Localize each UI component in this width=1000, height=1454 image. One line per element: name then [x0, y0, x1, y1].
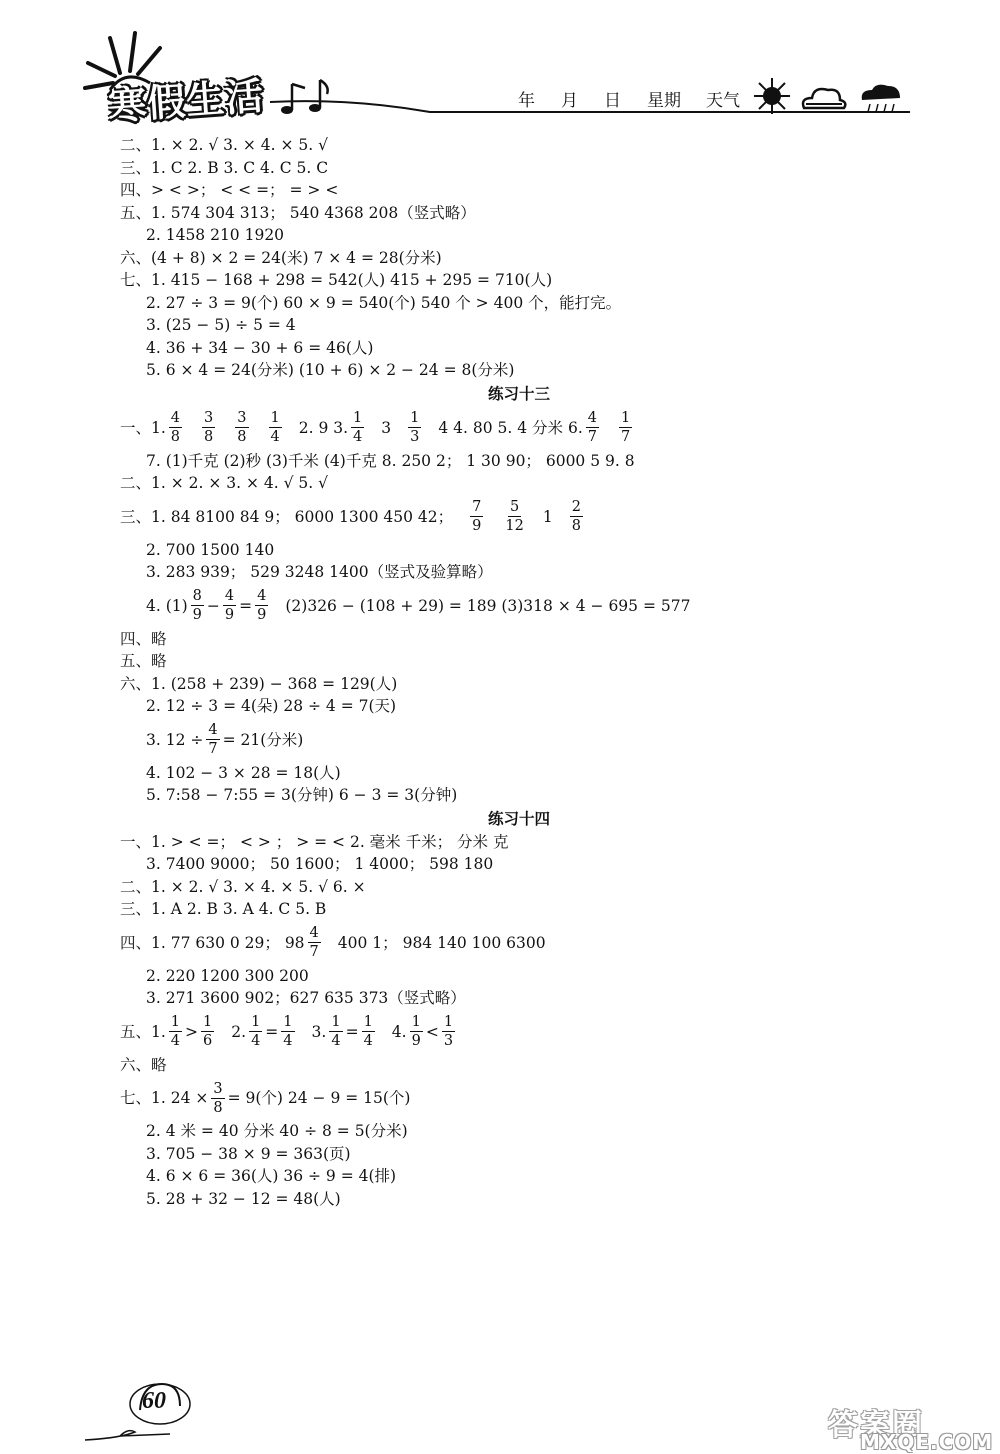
answer-line: 四、略 [120, 629, 167, 648]
fraction: $\frac{3}{8}$ [204, 410, 214, 445]
operator: > [185, 1022, 199, 1041]
answer-line: 5. 6 × 4 = 24(分米) (10 + 6) × 2 − 24 = 8(分米) [146, 361, 515, 379]
fraction: $\frac{1}{4}$ [170, 1014, 181, 1049]
answer-line: 六、略 [120, 1055, 167, 1074]
line-text: 4. (1) [146, 596, 188, 615]
line-text: 1 [542, 507, 553, 526]
answer-line: 5. 28 + 32 − 12 = 48(人) [146, 1189, 341, 1208]
answer-line: 七、1. 415 − 168 + 298 = 542(人) 415 + 295 = 710(人) [120, 271, 553, 289]
answer-line: 二、1. × 2. √ 3. × 4. × 5. √ 6. × [120, 877, 366, 896]
answer-line: 2. 700 1500 140 [146, 540, 275, 559]
line-text: 三、1. 84 8100 84 9； 6000 1300 450 42； [120, 507, 454, 526]
line-prefix: 五、1. [120, 1022, 166, 1041]
answer-line: 2. 220 1200 300 200 [146, 966, 309, 985]
line-text: (2)326 − (108 + 29) = 189 (3)318 × 4 − 695 = 577 [285, 596, 691, 615]
fraction: $\frac{1}{4}$ [251, 1014, 261, 1049]
line-text: = 9(个) 24 − 9 = 15(个) [227, 1089, 411, 1107]
answer-line: 3. 705 − 38 × 9 = 363(页) [146, 1144, 351, 1163]
section-title-13: 练习十三 [488, 384, 551, 403]
answer-content [120, 134, 940, 1210]
line-text: 4 4. 80 5. 4 分米 6. [438, 418, 583, 437]
fraction: $\frac{8}{9}$ [192, 588, 202, 623]
fraction: $\frac{4}{7}$ [587, 410, 597, 445]
answer-line [120, 1076, 940, 1120]
fraction: $\frac{1}{4}$ [270, 410, 280, 445]
fraction: $\frac{1}{4}$ [283, 1014, 293, 1049]
rain-icon [862, 85, 900, 112]
fraction: $\frac{1}{9}$ [411, 1014, 421, 1049]
weekday-label: 星期 [647, 91, 681, 111]
logo-title: 寒假生活 [106, 73, 266, 129]
fraction: $\frac{3}{8}$ [213, 1080, 223, 1116]
answer-line: 2. 4 米 = 40 分米 40 ÷ 8 = 5(分米) [146, 1122, 408, 1140]
operator: − [206, 596, 220, 615]
cloud-icon [803, 89, 845, 108]
weather-icons [752, 76, 912, 116]
answer-line: 3. 7400 9000； 50 1600； 1 4000； 598 180 [146, 855, 494, 873]
answer-line [120, 718, 940, 762]
line-text: = 21(分米) [222, 730, 304, 749]
answer-line: 二、1. × 2. × 3. × 4. √ 5. √ [120, 474, 329, 492]
line-prefix: 2. [231, 1022, 247, 1041]
operator: < [425, 1022, 439, 1041]
fraction: $\frac{4}{7}$ [208, 722, 218, 757]
fraction: $\frac{2}{8}$ [571, 499, 581, 534]
fraction: $\frac{4}{7}$ [309, 925, 319, 960]
answer-line: 5. 7:58 − 7:55 = 3(分钟) 6 − 3 = 3(分钟) [146, 786, 458, 804]
line-text: 3 [381, 418, 392, 437]
operator: = [265, 1022, 279, 1041]
fraction: $\frac{5}{12}$ [505, 499, 524, 534]
line-text: 七、1. 24 × [120, 1089, 209, 1107]
section-title-14: 练习十四 [488, 809, 551, 828]
month-label: 月 [561, 91, 578, 111]
fraction: $\frac{1}{7}$ [620, 410, 631, 445]
sun-icon [754, 78, 790, 114]
fraction: $\frac{1}{3}$ [410, 410, 420, 445]
weather-label: 天气 [706, 91, 740, 111]
day-label: 日 [604, 91, 621, 111]
fraction: $\frac{1}{4}$ [353, 410, 363, 445]
answer-line: 2. 1458 210 1920 [146, 226, 285, 244]
answer-line: 五、略 [120, 652, 167, 670]
line-text: 四、1. 77 630 0 29； 98 [120, 933, 305, 952]
page-number: 60 [142, 1388, 166, 1414]
answer-line: 三、1. C 2. B 3. C 4. C 5. C [120, 158, 329, 177]
watermark-logo: 答案圈 [828, 1408, 924, 1443]
answer-line: 4. 102 − 3 × 28 = 18(人) [146, 763, 341, 782]
answer-line: 4. 36 + 34 − 30 + 6 = 46(人) [146, 338, 374, 357]
fraction: $\frac{1}{3}$ [443, 1014, 454, 1049]
line-prefix: 一、1. [120, 418, 166, 437]
fraction: $\frac{4}{9}$ [257, 588, 267, 623]
fraction: $\frac{3}{8}$ [237, 410, 247, 445]
line-prefix: 4. [391, 1022, 407, 1041]
answer-line [120, 495, 940, 539]
answer-line: 3. (25 − 5) ÷ 5 = 4 [146, 316, 296, 334]
answer-line [120, 1010, 940, 1054]
answer-line: 3. 271 3600 902；627 635 373（竖式略） [146, 989, 466, 1007]
date-fields [518, 86, 707, 111]
answer-line: 二、1. × 2. √ 3. × 4. × 5. √ [120, 136, 329, 154]
answer-line: 2. 12 ÷ 3 = 4(朵) 28 ÷ 4 = 7(天) [146, 697, 397, 715]
fraction: $\frac{4}{9}$ [224, 588, 235, 623]
answer-line: 四、> < >； < < =； = > < [120, 181, 339, 199]
answer-line: 一、1. > < =； < > ； > = < 2. 毫米 千米； 分米 克 [120, 832, 509, 851]
line-text: 400 1； 984 140 100 6300 [337, 933, 546, 952]
fraction: $\frac{4}{8}$ [170, 410, 181, 445]
fraction: $\frac{1}{4}$ [363, 1014, 373, 1049]
answer-line [120, 406, 940, 450]
operator: = [345, 1022, 359, 1041]
fraction: $\frac{7}{9}$ [472, 499, 482, 534]
line-text: 3. 12 ÷ [146, 730, 204, 749]
operator: = [239, 596, 253, 615]
answer-line: 五、1. 574 304 313； 540 4368 208（竖式略） [120, 203, 476, 222]
line-prefix: 3. [311, 1022, 327, 1041]
answer-line: 六、1. (258 + 239) − 368 = 129(人) [120, 674, 398, 693]
answer-line [120, 921, 940, 965]
line-text: 2. 9 3. [298, 418, 349, 437]
answer-line: 7. (1)千克 (2)秒 (3)千米 (4)千克 8. 250 2； 1 30 90； 6000 5 9. 8 [146, 451, 635, 470]
answer-line: 六、(4 + 8) × 2 = 24(米) 7 × 4 = 28(分米) [120, 248, 442, 267]
watermark-url: MXQE.COM [860, 1430, 994, 1454]
answer-line: 2. 27 ÷ 3 = 9(个) 60 × 9 = 540(个) 540 个 > 400 个，能打完。 [146, 293, 622, 312]
answer-line: 三、1. A 2. B 3. A 4. C 5. B [120, 900, 327, 918]
year-label: 年 [518, 91, 535, 111]
answer-line [120, 584, 940, 628]
fraction: $\frac{1}{6}$ [203, 1014, 213, 1049]
answer-line: 4. 6 × 6 = 36(人) 36 ÷ 9 = 4(排) [146, 1167, 397, 1185]
fraction: $\frac{1}{4}$ [331, 1014, 341, 1049]
answer-line: 3. 283 939； 529 3248 1400（竖式及验算略） [146, 563, 493, 581]
page-header [0, 0, 1000, 135]
